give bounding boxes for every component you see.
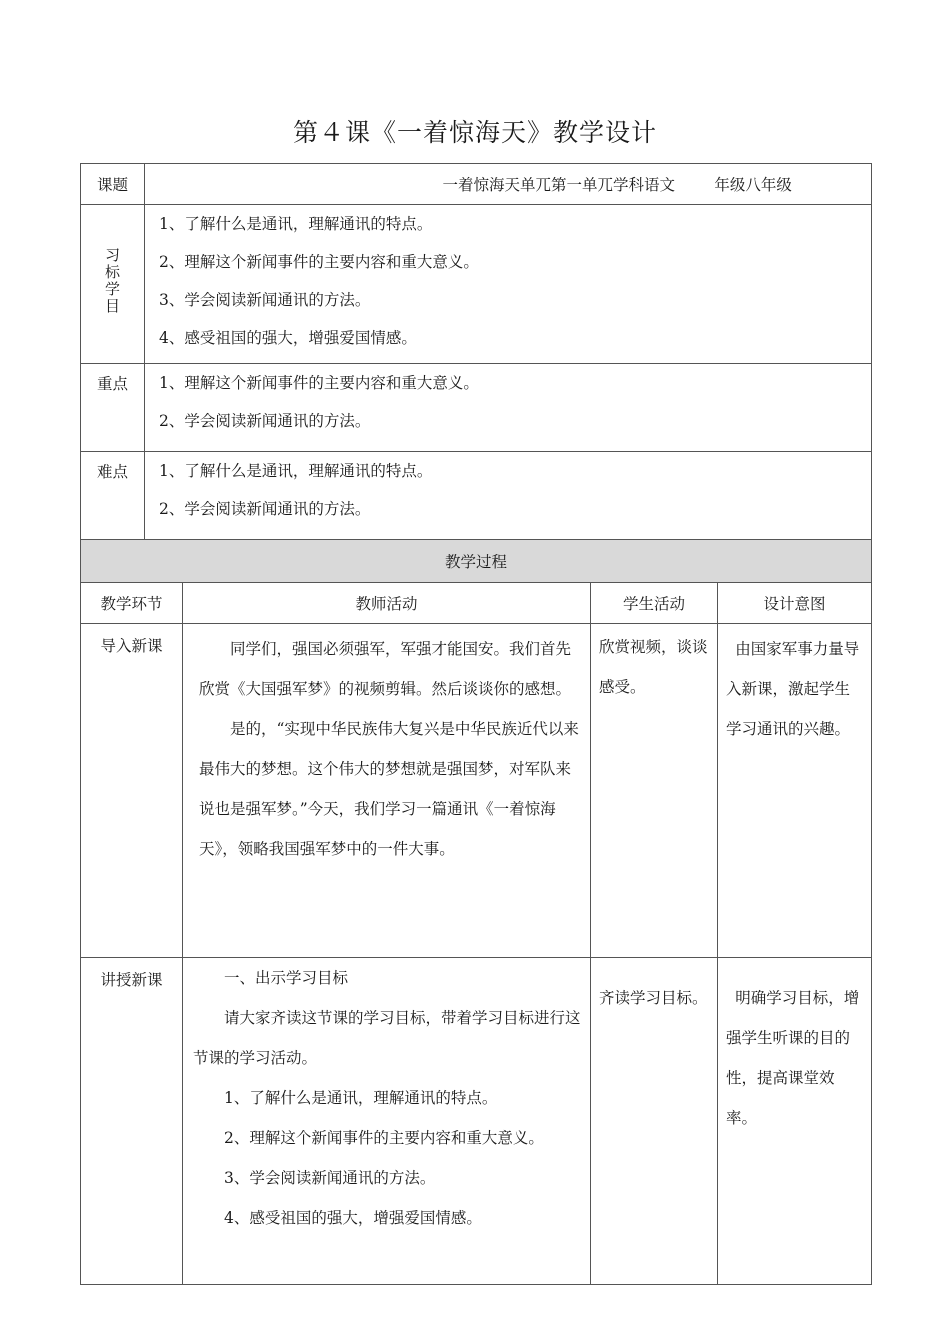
teach-stage: 讲授新课 (81, 958, 183, 1285)
difficult-list (145, 452, 872, 540)
process-title: 教学过程 (81, 540, 872, 583)
key-row (81, 364, 872, 452)
topic-value: 一着惊海天单兀第一单兀学科语文 (442, 176, 675, 194)
list-item: 4、感受祖国的强大，增强爱国情感。 (159, 329, 417, 347)
process-title-row (81, 540, 872, 583)
design-intent: 明确学习目标，增强学生听课的目的性，提高课堂效率。 (726, 989, 860, 1127)
teacher-paragraph: 1、了解什么是通讯，理解通讯的特点。 (224, 1089, 498, 1107)
intro-stage: 导入新课 (81, 624, 183, 958)
student-activity: 欣赏视频，谈谈感受。 (599, 638, 708, 696)
teacher-paragraph: 同学们，强国必须强军，军强才能国安。我们首先欣赏《大国强军梦》的视频剪辑。然后谈谈你的感想。 (199, 640, 572, 698)
topic-row (81, 164, 872, 205)
list-item: 1、理解这个新闻事件的主要内容和重大意义。 (159, 374, 479, 392)
list-item: 2、学会阅读新闻通讯的方法。 (159, 500, 371, 518)
difficult-row (81, 452, 872, 540)
page-title: 第４课《一着惊海天》教学设计 (292, 118, 657, 147)
intro-row (81, 624, 872, 958)
goals-row (81, 205, 872, 364)
teacher-paragraph: 2、理解这个新闻事件的主要内容和重大意义。 (224, 1129, 544, 1147)
topic-label: 课题 (81, 164, 145, 205)
lesson-plan-table (80, 163, 872, 1285)
header-stage: 教学环节 (81, 583, 183, 624)
teacher-paragraph: 是的，“实现中华民族伟大复兴是中华民族近代以来最伟大的梦想。这个伟大的梦想就是强国梦，对军队来说也是强军梦。”今天，我们学习一篇通讯《一着惊海天》，领略我国强军梦中的一件大事。 (199, 720, 579, 858)
teacher-paragraph: 4、感受祖国的强大，增强爱国情感。 (224, 1209, 482, 1227)
key-label: 重点 (81, 364, 145, 452)
list-item: 2、理解这个新闻事件的主要内容和重大意义。 (159, 253, 479, 271)
header-student: 学生活动 (591, 583, 718, 624)
teacher-paragraph: 3、学会阅读新闻通讯的方法。 (224, 1169, 436, 1187)
student-activity: 齐读学习目标。 (599, 989, 708, 1007)
list-item: 1、了解什么是通讯，理解通讯的特点。 (159, 462, 433, 480)
header-design: 设计意图 (718, 583, 872, 624)
key-list (145, 364, 872, 452)
goals-label: 习标学目 (104, 246, 120, 315)
teacher-paragraph: 请大家齐读这节课的学习目标，带着学习目标进行这节课的学习活动。 (193, 1009, 581, 1067)
process-header-row (81, 583, 872, 624)
teach-row (81, 958, 872, 1285)
grade-value: 年级八年级 (714, 176, 792, 194)
goals-list (145, 205, 872, 364)
list-item: 2、学会阅读新闻通讯的方法。 (159, 412, 371, 430)
list-item: 1、了解什么是通讯，理解通讯的特点。 (159, 215, 433, 233)
header-teacher: 教师活动 (183, 583, 591, 624)
difficult-label: 难点 (81, 452, 145, 540)
teacher-paragraph: 一、出示学习目标 (224, 969, 349, 987)
design-intent: 由国家军事力量导入新课，激起学生学习通讯的兴趣。 (726, 640, 860, 738)
list-item: 3、学会阅读新闻通讯的方法。 (159, 291, 371, 309)
